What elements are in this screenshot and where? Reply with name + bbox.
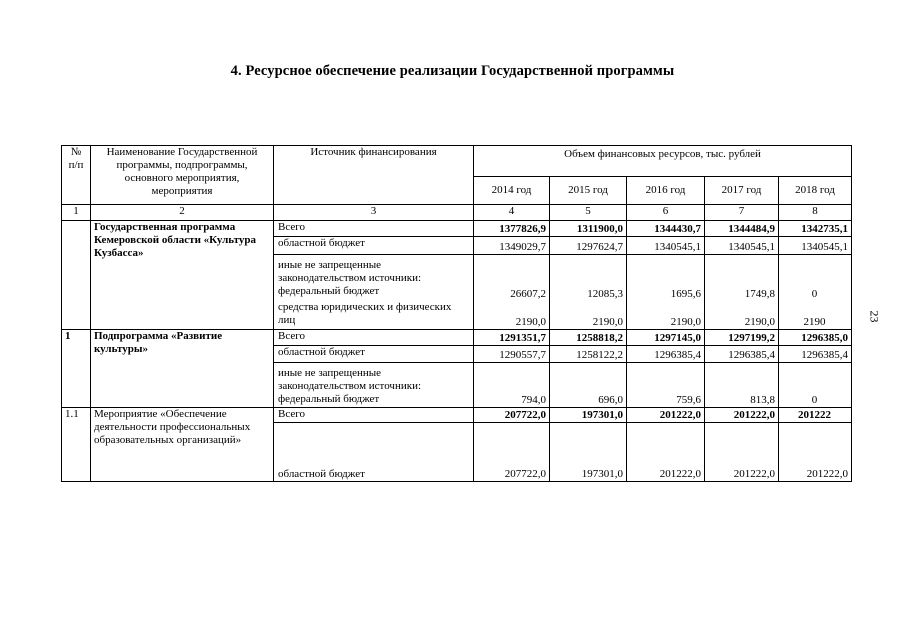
value-cell: 1749,8	[705, 285, 779, 301]
value-cell: 0	[779, 393, 852, 408]
index-cell: 4	[474, 205, 550, 221]
row-name: Государственная программа Кемеровской области «Культура Кузбасса»	[91, 221, 274, 330]
header-no: № п/п	[62, 146, 91, 205]
value-cell: 1296385,4	[627, 345, 705, 362]
table-row	[62, 221, 852, 237]
value-cell: 1291351,7	[474, 329, 550, 345]
value-cell: 201222,0	[705, 423, 779, 482]
value-cell: 1290557,7	[474, 345, 550, 362]
index-cell: 7	[705, 205, 779, 221]
value-cell: 1340545,1	[705, 237, 779, 255]
value-cell: 1311900,0	[550, 221, 627, 237]
row-no: 1	[62, 329, 91, 408]
value-cell: 759,6	[627, 393, 705, 408]
value-cell: 813,8	[705, 393, 779, 408]
value-cell: 1297145,0	[627, 329, 705, 345]
value-cell: 1695,6	[627, 285, 705, 301]
value-cell: 2190	[779, 301, 852, 329]
source-label: федеральный бюджет	[274, 393, 474, 408]
value-cell: 12085,3	[550, 285, 627, 301]
value-cell: 2190,0	[550, 301, 627, 329]
value-cell: 1297624,7	[550, 237, 627, 255]
source-label: федеральный бюджет	[274, 285, 474, 301]
value-cell: 197301,0	[550, 423, 627, 482]
empty-cell	[627, 362, 705, 393]
year-2016: 2016 год	[627, 177, 705, 205]
row-no	[62, 221, 91, 330]
value-cell: 1296385,4	[779, 345, 852, 362]
resource-table	[61, 145, 852, 482]
value-cell: 201222,0	[779, 423, 852, 482]
year-2014: 2014 год	[474, 177, 550, 205]
value-cell: 201222,0	[627, 423, 705, 482]
value-cell: 26607,2	[474, 285, 550, 301]
empty-cell	[627, 255, 705, 286]
value-cell: 1340545,1	[779, 237, 852, 255]
source-label: Всего	[274, 408, 474, 423]
value-cell: 1342735,1	[779, 221, 852, 237]
value-cell: 794,0	[474, 393, 550, 408]
source-label: областной бюджет	[274, 423, 474, 482]
source-label: областной бюджет	[274, 237, 474, 255]
header-row	[62, 146, 852, 177]
empty-cell	[705, 255, 779, 286]
empty-cell	[779, 362, 852, 393]
index-cell: 3	[274, 205, 474, 221]
row-name: Подпрограмма «Развитие культуры»	[91, 329, 274, 408]
header-source: Источник финансирования	[274, 146, 474, 205]
value-cell: 1344484,9	[705, 221, 779, 237]
year-2017: 2017 год	[705, 177, 779, 205]
value-cell: 1296385,4	[705, 345, 779, 362]
value-cell: 1258122,2	[550, 345, 627, 362]
value-cell: 201222,0	[627, 408, 705, 423]
table-row	[62, 408, 852, 423]
header-name: Наименование Государственной программы, подпрограммы, основного мероприятия, мероприятия	[91, 146, 274, 205]
empty-cell	[550, 362, 627, 393]
page-number: 23	[867, 310, 882, 323]
index-cell: 6	[627, 205, 705, 221]
value-cell: 1349029,7	[474, 237, 550, 255]
header-volume: Объем финансовых ресурсов, тыс. рублей	[474, 146, 852, 177]
value-cell: 1296385,0	[779, 329, 852, 345]
value-cell: 1340545,1	[627, 237, 705, 255]
value-cell: 207722,0	[474, 408, 550, 423]
value-cell: 2190,0	[627, 301, 705, 329]
value-cell: 201222	[779, 408, 852, 423]
empty-cell	[474, 255, 550, 286]
empty-cell	[779, 255, 852, 286]
source-label: Всего	[274, 329, 474, 345]
value-cell: 201222,0	[705, 408, 779, 423]
source-label: иные не запрещенные законодательством источники:	[274, 255, 474, 286]
source-label: средства юридических и физических лиц	[274, 301, 474, 329]
index-cell: 2	[91, 205, 274, 221]
value-cell: 696,0	[550, 393, 627, 408]
value-cell: 2190,0	[474, 301, 550, 329]
table-row	[62, 329, 852, 345]
value-cell: 1344430,7	[627, 221, 705, 237]
year-2015: 2015 год	[550, 177, 627, 205]
empty-cell	[474, 362, 550, 393]
value-cell: 1258818,2	[550, 329, 627, 345]
value-cell: 2190,0	[705, 301, 779, 329]
value-cell: 197301,0	[550, 408, 627, 423]
empty-cell	[705, 362, 779, 393]
source-label: Всего	[274, 221, 474, 237]
index-row	[62, 205, 852, 221]
source-label: иные не запрещенные законодательством источники:	[274, 362, 474, 393]
page-title: 4. Ресурсное обеспечение реализации Государственной программы	[230, 63, 675, 79]
index-cell: 8	[779, 205, 852, 221]
value-cell: 1297199,2	[705, 329, 779, 345]
index-cell: 5	[550, 205, 627, 221]
row-no: 1.1	[62, 408, 91, 482]
empty-cell	[550, 255, 627, 286]
row-name: Мероприятие «Обеспечение деятельности профессиональных образовательных организаций»	[91, 408, 274, 482]
value-cell: 207722,0	[474, 423, 550, 482]
source-label: областной бюджет	[274, 345, 474, 362]
value-cell: 0	[779, 285, 852, 301]
index-cell: 1	[62, 205, 91, 221]
year-2018: 2018 год	[779, 177, 852, 205]
value-cell: 1377826,9	[474, 221, 550, 237]
